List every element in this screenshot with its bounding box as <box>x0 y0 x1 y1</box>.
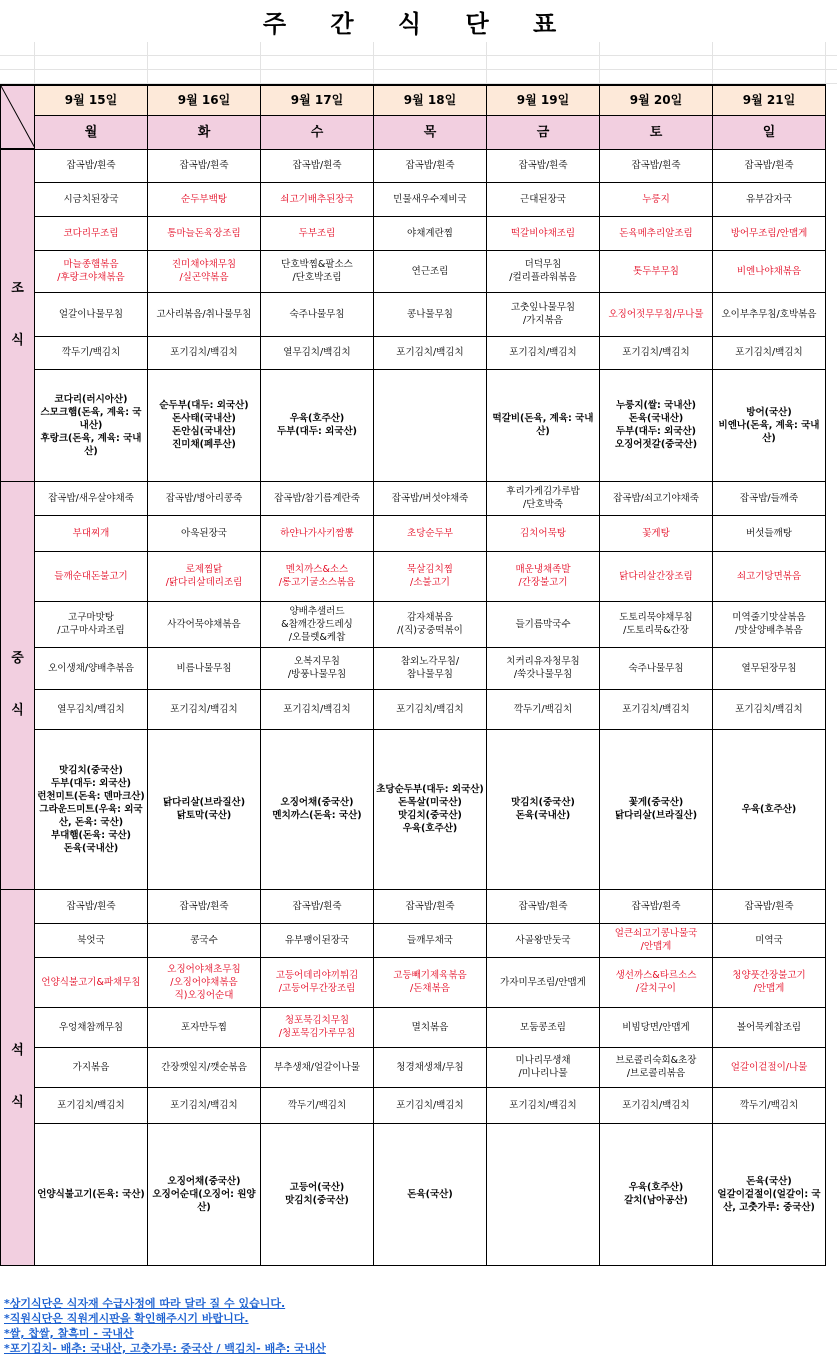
menu-cell: 잡곡밥/흰죽 <box>374 149 487 182</box>
menu-cell: 잡곡밥/흰죽 <box>713 149 826 182</box>
menu-cell: 볼어묵케찹조림 <box>713 1007 826 1047</box>
origin-cell: 누룽지(쌀: 국내산) 돈육(국내산) 두부(대두: 외국산) 오징어젓갈(중국산) <box>600 369 713 481</box>
weekday-header: 목 <box>374 116 487 149</box>
menu-cell: 버섯들깨탕 <box>713 515 826 551</box>
origin-cell: 언양식불고기(돈육: 국산) <box>35 1123 148 1265</box>
menu-cell: 잡곡밥/버섯야채죽 <box>374 481 487 515</box>
date-header: 9월 15일 <box>35 85 148 116</box>
menu-cell: 떡갈비야채조림 <box>487 216 600 250</box>
menu-cell: 미역국 <box>713 923 826 957</box>
menu-cell: 잡곡밥/흰죽 <box>148 149 261 182</box>
origin-cell: 오징어채(중국산) 멘치까스(돈육: 국산) <box>261 729 374 889</box>
menu-cell: 청경채생채/무침 <box>374 1047 487 1087</box>
menu-cell: 쇠고기배추된장국 <box>261 182 374 216</box>
menu-cell: 오복지무침 /방풍나물무침 <box>261 647 374 689</box>
menu-cell: 청양풋간장불고기 /안맵게 <box>713 957 826 1007</box>
menu-cell: 열무김치/백김치 <box>261 336 374 369</box>
menu-cell: 잡곡밥/새우살야채죽 <box>35 481 148 515</box>
date-header: 9월 19일 <box>487 85 600 116</box>
menu-cell: 사각어묵야채볶음 <box>148 601 261 647</box>
menu-cell: 열무된장무침 <box>713 647 826 689</box>
menu-cell: 포기김치/백김치 <box>148 336 261 369</box>
menu-cell: 멸치볶음 <box>374 1007 487 1047</box>
footnote: *상기식단은 식자재 수급사정에 따라 달라 질 수 있습니다. <box>4 1297 286 1310</box>
spreadsheet-gridlines <box>0 42 837 84</box>
menu-cell: 오이부추무침/호박볶음 <box>713 292 826 336</box>
menu-cell: 진미채야채무침 /실곤약볶음 <box>148 250 261 292</box>
menu-cell: 매운냉채족발 /간장불고기 <box>487 551 600 601</box>
meal-label: 석 식 <box>1 889 35 1265</box>
menu-cell: 시금치된장국 <box>35 182 148 216</box>
origin-cell: 떡갈비(돈육, 계육: 국내산) <box>487 369 600 481</box>
menu-cell: 우엉채참깨무침 <box>35 1007 148 1047</box>
menu-cell: 포기김치/백김치 <box>374 689 487 729</box>
origin-cell: 우육(호주산) <box>713 729 826 889</box>
meal-label: 조 식 <box>1 149 35 481</box>
menu-cell: 포기김치/백김치 <box>374 1087 487 1123</box>
menu-cell: 묵살김치찜 /소불고기 <box>374 551 487 601</box>
menu-cell: 포기김치/백김치 <box>713 689 826 729</box>
menu-cell: 깍두기/백김치 <box>713 1087 826 1123</box>
weekday-header: 토 <box>600 116 713 149</box>
menu-cell: 닭다리살간장조림 <box>600 551 713 601</box>
menu-cell: 잡곡밥/흰죽 <box>713 889 826 923</box>
menu-cell: 포기김치/백김치 <box>487 1087 600 1123</box>
weekly-menu-table <box>0 84 826 1266</box>
origin-cell <box>487 1123 600 1265</box>
menu-cell: 포기김치/백김치 <box>374 336 487 369</box>
origin-cell: 우육(호주산) 두부(대두: 외국산) <box>261 369 374 481</box>
weekday-header: 월 <box>35 116 148 149</box>
menu-cell: 유부감자국 <box>713 182 826 216</box>
menu-cell: 숙주나물무침 <box>600 647 713 689</box>
menu-cell: 잡곡밥/흰죽 <box>35 149 148 182</box>
date-header: 9월 17일 <box>261 85 374 116</box>
weekday-header: 화 <box>148 116 261 149</box>
menu-cell: 가지볶음 <box>35 1047 148 1087</box>
date-header: 9월 18일 <box>374 85 487 116</box>
menu-cell: 비빔당면/안맵게 <box>600 1007 713 1047</box>
menu-cell: 사골왕만둣국 <box>487 923 600 957</box>
page-title: 주 간 식 단 표 <box>262 9 575 38</box>
menu-cell: 마늘종햄볶음 /후랑크야채볶음 <box>35 250 148 292</box>
menu-cell: 코다리무조림 <box>35 216 148 250</box>
menu-cell: 연근조림 <box>374 250 487 292</box>
header-corner-cell <box>1 85 35 149</box>
menu-cell: 잡곡밥/흰죽 <box>374 889 487 923</box>
meal-label: 중 식 <box>1 481 35 889</box>
menu-cell: 유부팽이된장국 <box>261 923 374 957</box>
menu-cell: 잡곡밥/흰죽 <box>600 149 713 182</box>
menu-cell: 비엔나야채볶음 <box>713 250 826 292</box>
origin-cell: 맛김치(중국산) 두부(대두: 외국산) 런천미트(돈육: 덴마크산) 그라운드미트(우육: 외국산, 돈육: 국산) 부대햄(돈육: 국산) 돈육(국내산) <box>35 729 148 889</box>
menu-cell: 고춧잎나물무침 /가지볶음 <box>487 292 600 336</box>
menu-cell: 포기김치/백김치 <box>148 1087 261 1123</box>
origin-cell: 오징어채(중국산) 오징어순대(오징어: 원양산) <box>148 1123 261 1265</box>
origin-cell: 초당순두부(대두: 외국산) 돈목살(미국산) 맛김치(중국산) 우육(호주산) <box>374 729 487 889</box>
menu-cell: 잡곡밥/흰죽 <box>261 889 374 923</box>
menu-cell: 하얀나가사키짬뽕 <box>261 515 374 551</box>
menu-cell: 도토리묵야채무침 /도토리묵&간장 <box>600 601 713 647</box>
menu-cell: 잡곡밥/들깨죽 <box>713 481 826 515</box>
menu-cell: 깍두기/백김치 <box>35 336 148 369</box>
menu-cell: 얼큰쇠고기콩나물국 /안맵게 <box>600 923 713 957</box>
menu-cell: 쇠고기당면볶음 <box>713 551 826 601</box>
menu-cell: 치커리유자청무침 /쑥갓나물무침 <box>487 647 600 689</box>
menu-cell: 더덕무침 /컬리플라워볶음 <box>487 250 600 292</box>
menu-cell: 아욱된장국 <box>148 515 261 551</box>
menu-cell: 로제찜닭 /닭다리살데리조림 <box>148 551 261 601</box>
origin-cell <box>374 369 487 481</box>
origin-cell: 고등어(국산) 맛김치(중국산) <box>261 1123 374 1265</box>
menu-cell: 모둠콩조림 <box>487 1007 600 1047</box>
origin-cell: 코다리(러시아산) 스모크햄(돈육, 계육: 국내산) 후랑크(돈육, 계육: 국내산) <box>35 369 148 481</box>
menu-cell: 생선까스&타르소스 /갈치구이 <box>600 957 713 1007</box>
menu-cell: 청포묵김치무침 /청포묵김가루무침 <box>261 1007 374 1047</box>
menu-cell: 고구마맛탕 /고구마사과조림 <box>35 601 148 647</box>
menu-cell: 간장깻잎지/깻순볶음 <box>148 1047 261 1087</box>
menu-cell: 잡곡밥/쇠고기야채죽 <box>600 481 713 515</box>
date-header: 9월 16일 <box>148 85 261 116</box>
menu-cell: 톳두부무침 <box>600 250 713 292</box>
menu-cell: 양배추샐러드 &참깨간장드레싱 /오믈렛&케찹 <box>261 601 374 647</box>
menu-cell: 잡곡밥/흰죽 <box>261 149 374 182</box>
menu-cell: 오이생채/양배추볶음 <box>35 647 148 689</box>
origin-cell: 꽃게(중국산) 닭다리살(브라질산) <box>600 729 713 889</box>
origin-cell: 방어(국산) 비엔나(돈육, 계육: 국내산) <box>713 369 826 481</box>
menu-cell: 포기김치/백김치 <box>600 336 713 369</box>
menu-cell: 잡곡밥/흰죽 <box>600 889 713 923</box>
menu-cell: 콩국수 <box>148 923 261 957</box>
menu-cell: 잡곡밥/흰죽 <box>148 889 261 923</box>
menu-cell: 비름나물무침 <box>148 647 261 689</box>
menu-cell: 숙주나물무침 <box>261 292 374 336</box>
menu-cell: 포기김치/백김치 <box>713 336 826 369</box>
menu-cell: 잡곡밥/흰죽 <box>487 149 600 182</box>
menu-cell: 잡곡밥/흰죽 <box>487 889 600 923</box>
menu-cell: 참외노각무침/ 참나물무침 <box>374 647 487 689</box>
weekday-header: 수 <box>261 116 374 149</box>
menu-cell: 미역줄기맛살볶음 /맛살양배추볶음 <box>713 601 826 647</box>
menu-cell: 콩나물무침 <box>374 292 487 336</box>
menu-cell: 감자채볶음 /(직)궁중떡볶이 <box>374 601 487 647</box>
menu-cell: 돈육메추리알조림 <box>600 216 713 250</box>
origin-cell: 돈육(국산) 얼갈이겉절이(얼갈이: 국산, 고춧가루: 중국산) <box>713 1123 826 1265</box>
menu-cell: 오징어젓무무침/무나물 <box>600 292 713 336</box>
menu-cell: 들깨순대돈불고기 <box>35 551 148 601</box>
footnote: *포기김치- 배추: 국내산, 고춧가루: 중국산 / 백김치- 배추: 국내산 <box>4 1342 326 1355</box>
menu-cell: 근대된장국 <box>487 182 600 216</box>
menu-cell: 얼갈이겉절이/나물 <box>713 1047 826 1087</box>
menu-cell: 포기김치/백김치 <box>35 1087 148 1123</box>
menu-cell: 포기김치/백김치 <box>600 689 713 729</box>
menu-cell: 초당순두부 <box>374 515 487 551</box>
menu-cell: 후리가케김가루밥 /단호박죽 <box>487 481 600 515</box>
menu-cell: 순두부백탕 <box>148 182 261 216</box>
origin-cell: 돈육(국산) <box>374 1123 487 1265</box>
menu-cell: 꽃게탕 <box>600 515 713 551</box>
menu-cell: 방어무조림/안맵게 <box>713 216 826 250</box>
weekday-header: 금 <box>487 116 600 149</box>
menu-cell: 포기김치/백김치 <box>487 336 600 369</box>
notes-section <box>4 1296 834 1356</box>
menu-cell: 포자만두찜 <box>148 1007 261 1047</box>
menu-cell: 누룽지 <box>600 182 713 216</box>
menu-cell: 포기김치/백김치 <box>148 689 261 729</box>
origin-cell: 닭다리살(브라질산) 닭토막(국산) <box>148 729 261 889</box>
menu-cell: 미나리무생채 /미나리나물 <box>487 1047 600 1087</box>
footnote: *직원식단은 직원게시판을 확인해주시기 바랍니다. <box>4 1312 249 1325</box>
menu-cell: 멘치까스&소스 /롱고기굴소스볶음 <box>261 551 374 601</box>
diagonal-line <box>1 86 35 148</box>
menu-cell: 통마늘돈육장조림 <box>148 216 261 250</box>
menu-cell: 부대찌개 <box>35 515 148 551</box>
menu-cell: 김치어묵탕 <box>487 515 600 551</box>
date-header: 9월 20일 <box>600 85 713 116</box>
menu-cell: 언양식불고기&파채무침 <box>35 957 148 1007</box>
menu-cell: 민물새우수제비국 <box>374 182 487 216</box>
origin-cell: 맛김치(중국산) 돈육(국내산) <box>487 729 600 889</box>
date-header: 9월 21일 <box>713 85 826 116</box>
menu-cell: 가자미무조림/안맵게 <box>487 957 600 1007</box>
menu-cell: 오징어야채초무침 /오징어야채볶음 직)오징어순대 <box>148 957 261 1007</box>
menu-cell: 들깨무채국 <box>374 923 487 957</box>
footnote: *쌀, 찹쌀, 찰흑미 - 국내산 <box>4 1327 134 1340</box>
menu-cell: 잡곡밥/병아리콩죽 <box>148 481 261 515</box>
weekday-header: 일 <box>713 116 826 149</box>
menu-cell: 깍두기/백김치 <box>487 689 600 729</box>
menu-cell: 잡곡밥/흰죽 <box>35 889 148 923</box>
menu-cell: 포기김치/백김치 <box>261 689 374 729</box>
menu-cell: 얼갈이나물무침 <box>35 292 148 336</box>
menu-cell: 고등빼기제육볶음 /돈채볶음 <box>374 957 487 1007</box>
menu-cell: 북엇국 <box>35 923 148 957</box>
menu-cell: 야채계란찜 <box>374 216 487 250</box>
menu-cell: 포기김치/백김치 <box>600 1087 713 1123</box>
origin-cell: 우육(호주산) 갈치(남아공산) <box>600 1123 713 1265</box>
menu-cell: 깍두기/백김치 <box>261 1087 374 1123</box>
menu-cell: 브로콜리숙회&초장 /브로콜리볶음 <box>600 1047 713 1087</box>
menu-cell: 고사리볶음/취나물무침 <box>148 292 261 336</box>
origin-cell: 순두부(대두: 외국산) 돈사태(국내산) 돈안심(국내산) 진미채(페루산) <box>148 369 261 481</box>
menu-cell: 잡곡밥/참기름계란죽 <box>261 481 374 515</box>
menu-cell: 단호박찜&팔소스 /단호박조림 <box>261 250 374 292</box>
menu-cell: 열무김치/백김치 <box>35 689 148 729</box>
menu-cell: 부추생채/얼갈이나물 <box>261 1047 374 1087</box>
menu-cell: 고등어데리야끼튀김 /고등어무간장조림 <box>261 957 374 1007</box>
menu-cell: 두부조림 <box>261 216 374 250</box>
menu-cell: 들기름막국수 <box>487 601 600 647</box>
